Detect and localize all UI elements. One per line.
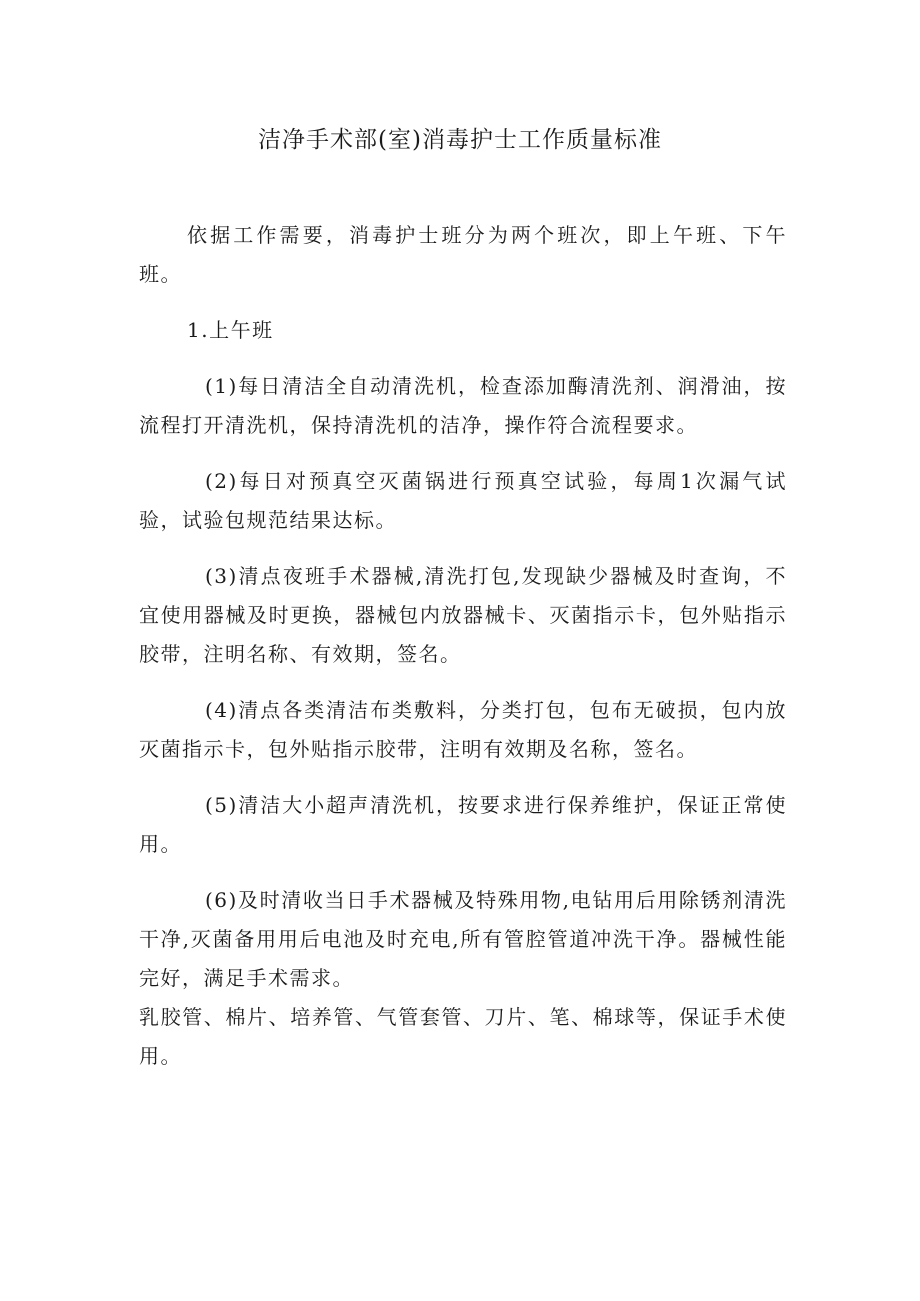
list-item: (2)每日对预真空灭菌锅进行预真空试验，每周1次漏气试验，试验包规范结果达标。 [139, 469, 787, 532]
list-item: (4)清点各类清洁布类敷料，分类打包，包布无破损，包内放灭菌指示卡，包外贴指示胶带，注明有效期及名称，签名。 [139, 698, 787, 761]
page-title: 洁净手术部(室)消毒护士工作质量标准 [258, 127, 662, 153]
list-item: (1)每日清洁全自动清洗机，检查添加酶清洗剂、润滑油，按流程打开清洗机，保持清洗机的洁净，操作符合流程要求。 [139, 374, 787, 437]
intro-paragraph: 依据工作需要，消毒护士班分为两个班次，即上午班、下午班。 [139, 223, 787, 286]
list-item: (6)及时清收当日手术器械及特殊用物,电钻用后用除锈剂清洗干净,灭菌备用用后电池及时充电,所有管腔管道冲洗干净。器械性能完好，满足手术需求。 [139, 888, 787, 990]
list-item: (3)清点夜班手术器械,清洗打包,发现缺少器械及时查询，不宜使用器械及时更换，器械包内放器械卡、灭菌指示卡，包外贴指示胶带，注明名称、有效期，签名。 [139, 564, 787, 666]
list-item: (5)清洁大小超声清洗机，按要求进行保养维护，保证正常使用。 [139, 793, 787, 856]
trailing-paragraph: 乳胶管、棉片、培养管、气管套管、刀片、笔、棉球等，保证手术使用。 [139, 1005, 787, 1068]
document-body [139, 216, 787, 1093]
section-heading-morning-shift: 1.上午班 [187, 318, 274, 342]
